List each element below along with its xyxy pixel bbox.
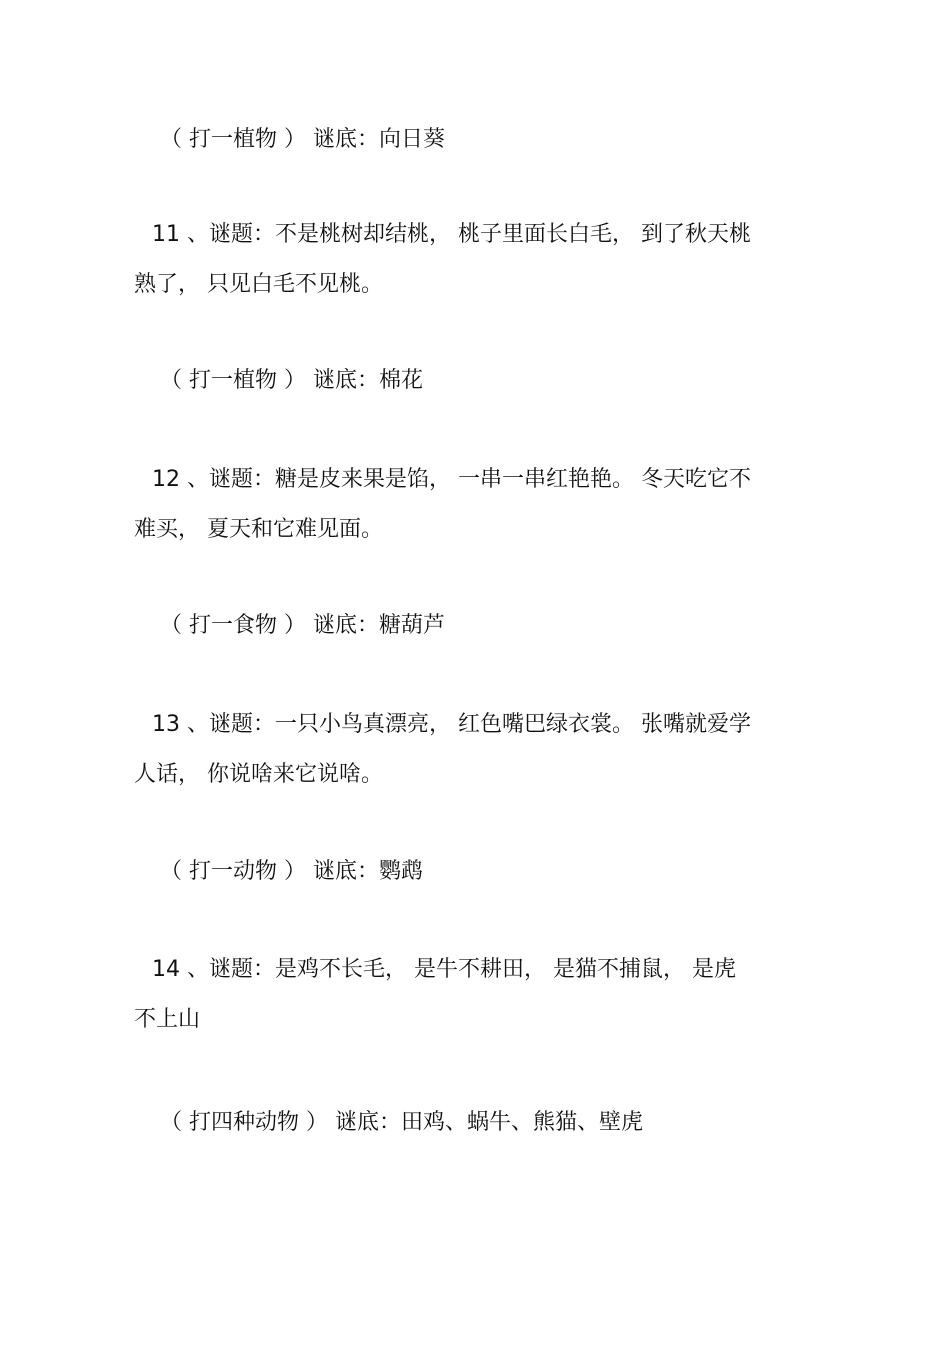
riddle-12-answer: （ 打一食物 ） 谜底：糖葫芦: [160, 613, 445, 638]
riddle-14-question-line-2: 不上山: [134, 1007, 201, 1032]
riddle-14-answer: （ 打四种动物 ） 谜底：田鸡、蜗牛、熊猫、壁虎: [160, 1110, 643, 1135]
riddle-11-answer: （ 打一植物 ） 谜底：棉花: [160, 368, 423, 393]
riddle-11-question-line-2: 熟了， 只见白毛不见桃。: [134, 272, 383, 297]
riddle-13-question-line-2: 人话， 你说啥来它说啥。: [134, 762, 383, 787]
riddle-12-question-line-2: 难买， 夏天和它难见面。: [134, 517, 383, 542]
riddle-13-answer: （ 打一动物 ） 谜底：鹦鹉: [160, 859, 423, 884]
riddle-12-question-line-1: 12 、谜题：糖是皮来果是馅， 一串一串红艳艳。 冬天吃它不: [152, 467, 751, 492]
riddle-11-question-line-1: 11 、谜题：不是桃树却结桃， 桃子里面长白毛， 到了秋天桃: [152, 222, 751, 247]
riddle-13-question-line-1: 13 、谜题：一只小鸟真漂亮， 红色嘴巴绿衣裳。 张嘴就爱学: [152, 712, 751, 737]
riddle-14-question-line-1: 14 、谜题：是鸡不长毛， 是牛不耕田， 是猫不捕鼠， 是虎: [152, 957, 736, 982]
riddle-10-answer: （ 打一植物 ） 谜底：向日葵: [160, 127, 445, 152]
